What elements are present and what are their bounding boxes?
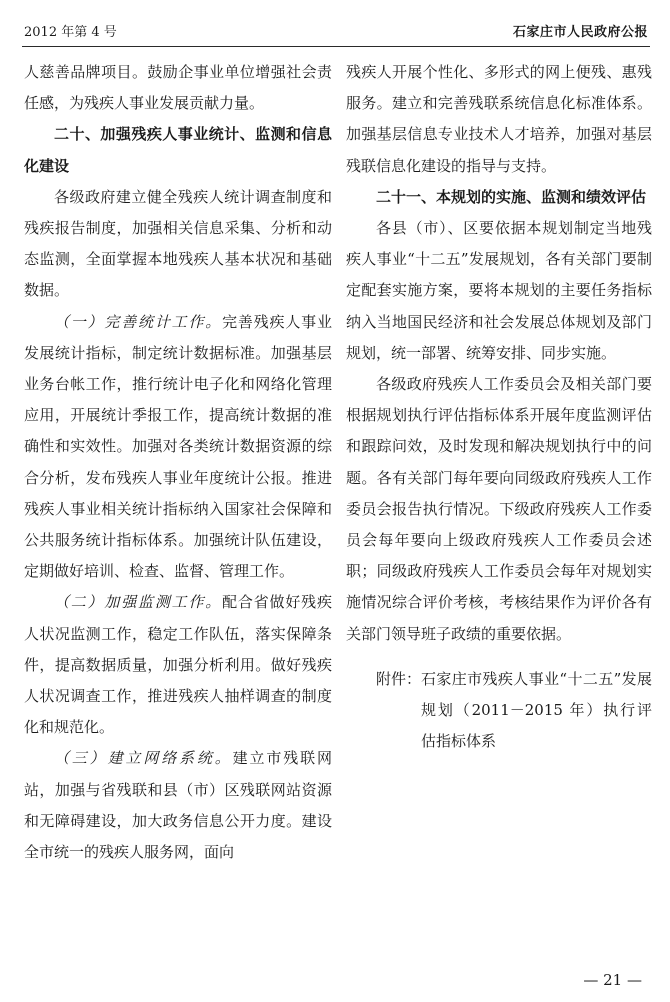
left-column: [24, 57, 332, 868]
subsection-label: （一）完善统计工作。: [54, 312, 223, 331]
paragraph: 各级政府残疾人工作委员会及相关部门要根据规划执行评估指标体系开展年度监测评估和跟踪问效，及时发现和解决规划执行中的问题。各有关部门每年要向同级政府残疾人工作委员会报告执行情况。下级政府残疾人工作委员会每年要向上级政府残疾人工作委员会述职；同级政府残疾人工作委员会每年对规划实施情况综合评价考核，考核结果作为评价各有关部门领导班子政绩的重要依据。: [346, 375, 652, 643]
section-heading-21: 二十一、本规划的实施、监测和绩效评估: [376, 187, 647, 206]
subsection-label: （三）建立网络系统。: [54, 749, 233, 768]
attachment-note: [346, 664, 652, 758]
subsection-2: [24, 587, 332, 743]
paragraph: 人慈善品牌项目。鼓励企事业单位增强社会责任感，为残疾人事业发展贡献力量。: [24, 63, 332, 113]
attachment-text: 石家庄市残疾人事业“十二五”发展规划（2011－2015 年）执行评估指标体系: [421, 669, 652, 751]
attachment-label: 附件：: [376, 669, 422, 688]
right-column: [346, 57, 652, 757]
paragraph: 各县（市）、区要依据本规划制定当地残疾人事业“十二五”发展规划，各有关部门要制定配套实施方案，要将本规划的主要任务指标纳入当地国民经济和社会发展总体规划及部门规划，统一部署、统筹安排、同步实施。: [346, 219, 652, 362]
subsection-text: 完善残疾人事业发展统计指标，制定统计数据标准。加强基层业务台帐工作，推行统计电子化和网络化管理应用，开展统计季报工作，提高统计数据的准确性和实效性。加强对各类统计数据资源的综合分析，发布残疾人事业年度统计公报。推进残疾人事业相关统计指标纳入国家社会保障和公共服务统计指标体系。加强统计队伍建设，定期做好培训、检查、监督、管理工作。: [24, 312, 332, 581]
page-header: [22, 24, 650, 47]
paragraph: 各级政府建立健全残疾人统计调查制度和残疾报告制度，加强相关信息采集、分析和动态监测，全面掌握本地残疾人基本状况和基础数据。: [24, 187, 332, 300]
subsection-label: （二）加强监测工作。: [54, 593, 223, 612]
subsection-3: [24, 743, 332, 868]
subsection-1: [24, 307, 332, 588]
issue-number: 2012 年第 4 号: [24, 25, 117, 40]
subsection-text: 配合省做好残疾人状况监测工作，稳定工作队伍，落实保障条件，提高数据质量，加强分析利用。做好残疾人状况调查工作，推进残疾人抽样调查的制度化和规范化。: [24, 593, 332, 737]
page-number: — 21 —: [583, 971, 642, 989]
subsection-text: 建立市残联网站，加强与省残联和县（市）区残联网站资源和无障碍建设，加大政务信息公开力度。建设全市统一的残疾人服务网，面向: [24, 749, 332, 862]
paragraph: 残疾人开展个性化、多形式的网上便残、惠残服务。建立和完善残联系统信息化标准体系。加强基层信息专业技术人才培养，加强对基层残联信息化建设的指导与支持。: [346, 63, 652, 175]
section-heading-20: 二十、加强残疾人事业统计、监测和信息化建设: [24, 125, 332, 175]
publication-title: 石家庄市人民政府公报: [512, 25, 648, 40]
